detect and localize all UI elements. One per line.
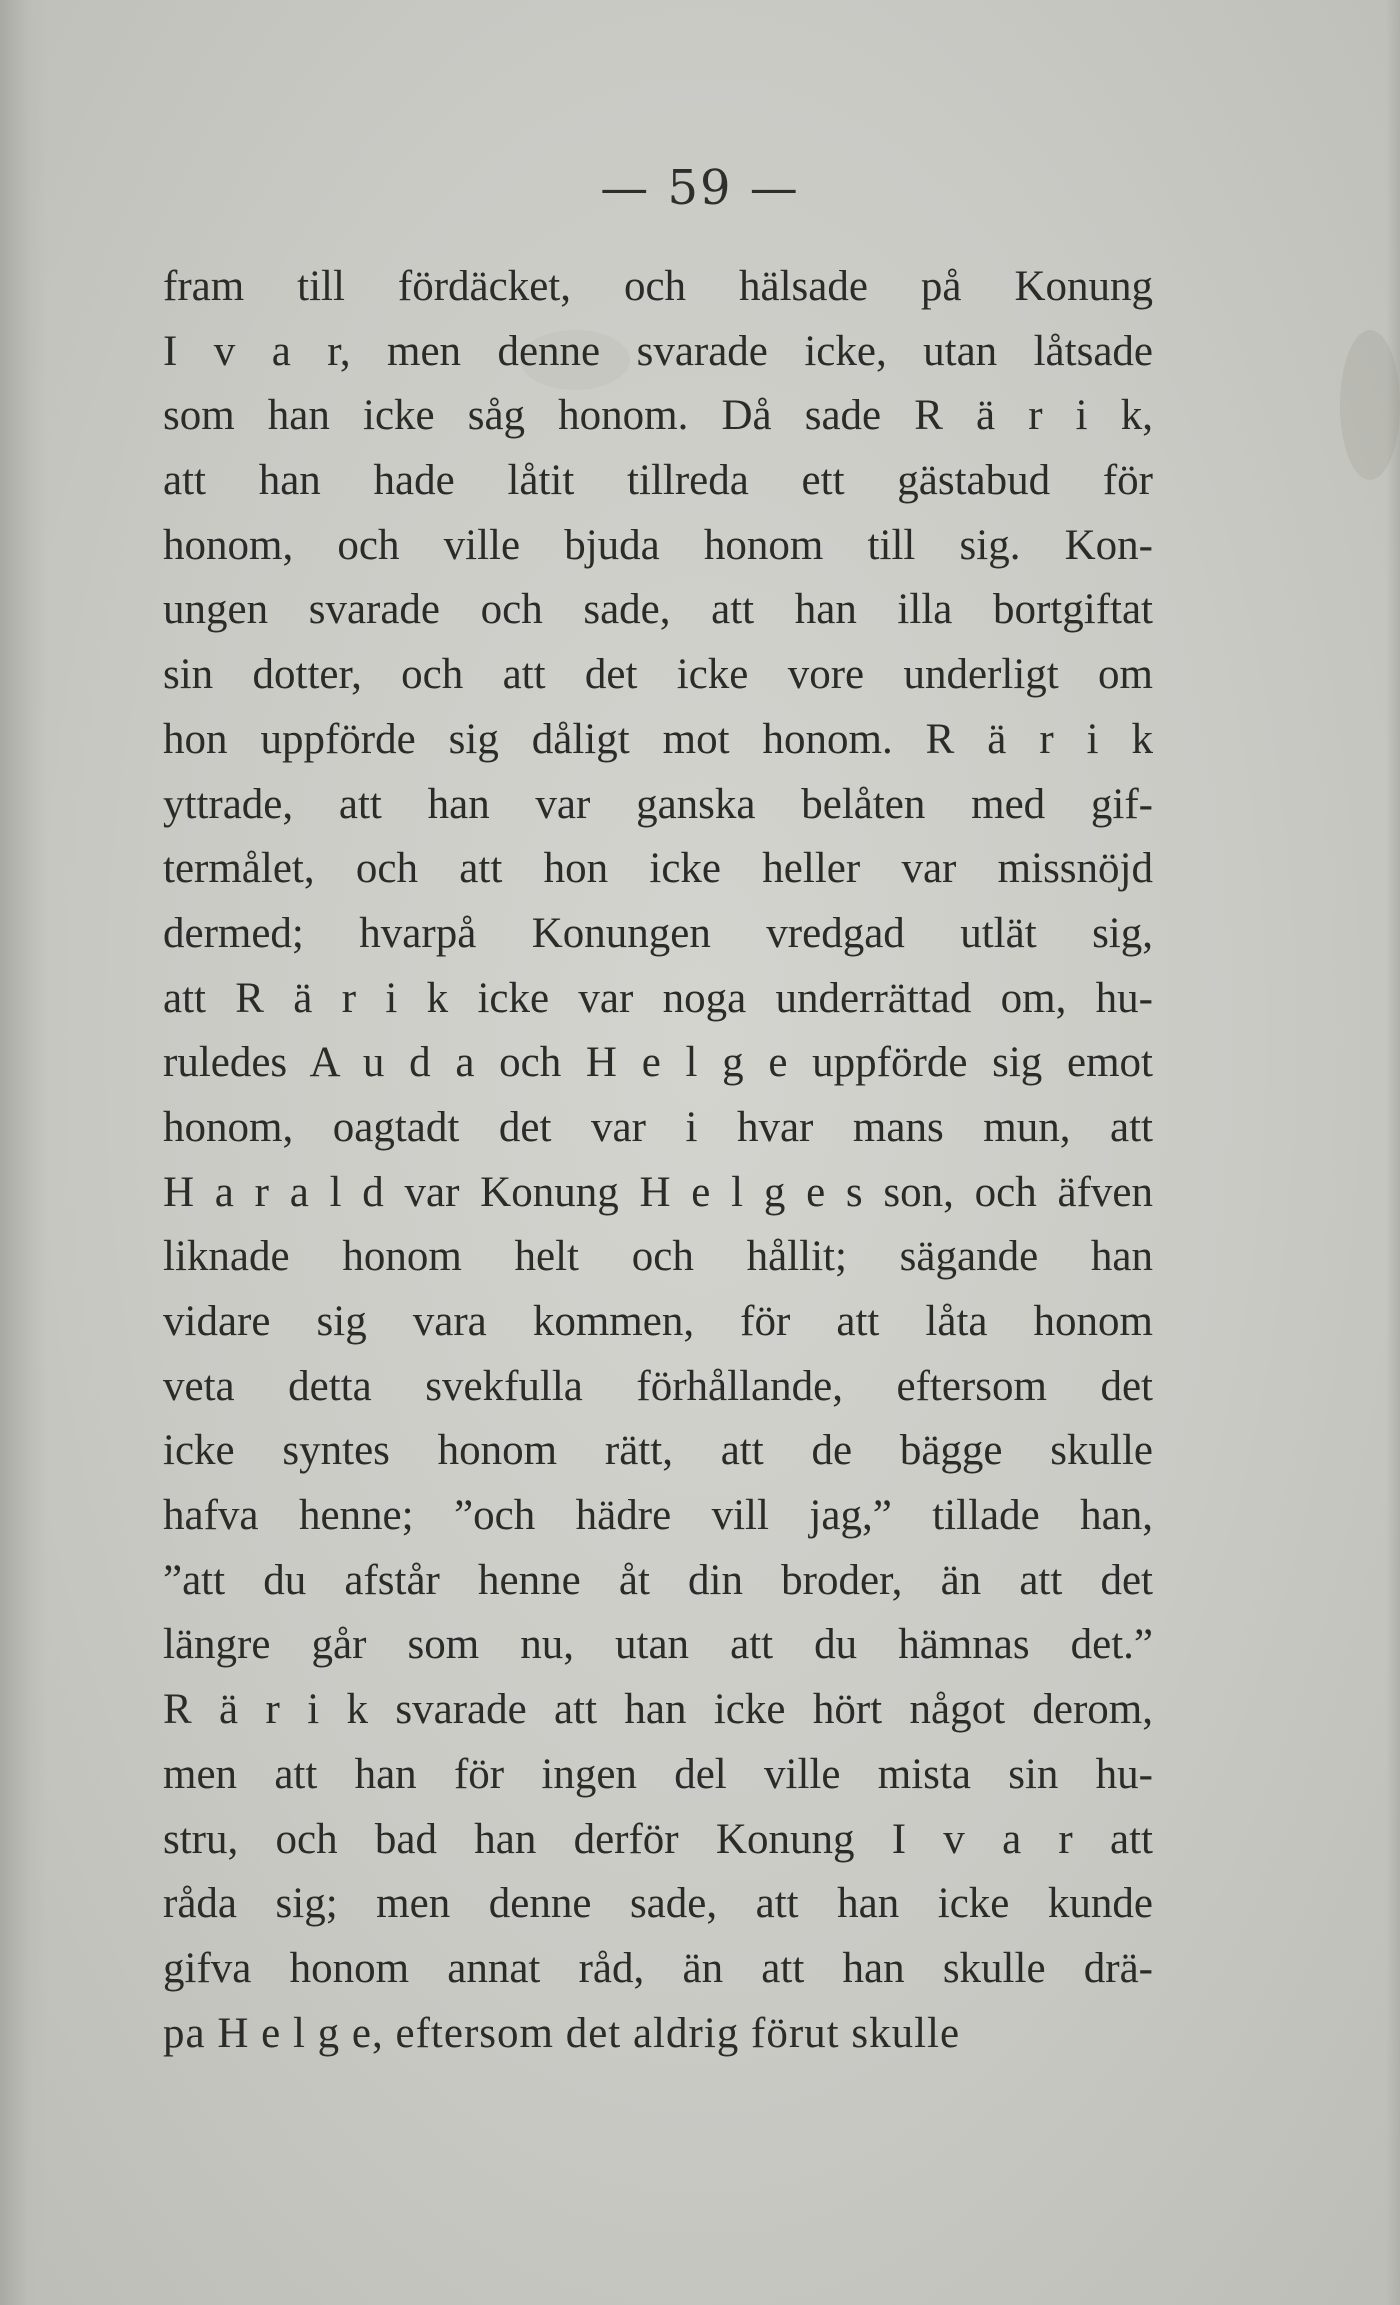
text-line: ungen svarade och sade, att han illa bortgiftat [163,586,1153,634]
text-line: som han icke såg honom. Då sade R ä r i k, [163,392,1153,440]
text-line: att han hade låtit tillreda ett gästabud för [163,457,1153,505]
paper-stain [1340,330,1400,480]
text-line: fram till fördäcket, och hälsade på Konung [163,263,1153,310]
page-gutter-shadow [0,0,48,2305]
text-line: hon uppförde sig dåligt mot honom. R ä r i k [163,715,1153,763]
text-line: honom, oagtadt det var i hvar mans mun, att [163,1103,1153,1151]
text-line: vidare sig vara kommen, för att låta honom [163,1298,1153,1345]
text-line: H a r a l d var Konung H e l g e s son, och äfven [163,1168,1153,1216]
text-line: I v a r, men denne svarade icke, utan låtsade [163,327,1153,375]
body-text [163,255,1153,2066]
text-line: icke syntes honom rätt, att de bägge skulle [163,1427,1153,1475]
text-line: gifva honom annat råd, än att han skulle drä- [163,1944,1153,1992]
text-line: liknade honom helt och hållit; sägande han [163,1233,1153,1281]
text-line: R ä r i k svarade att han icke hört något derom, [163,1686,1153,1734]
text-line: råda sig; men denne sade, att han icke kunde [163,1880,1153,1928]
text-line: pa H e l g e, eftersom det aldrig förut skulle [163,2009,961,2057]
page-number: — 59 — [600,160,800,216]
text-line: veta detta svekfulla förhållande, eftersom det [163,1362,1153,1410]
text-line: termålet, och att hon icke heller var missnöjd [163,845,1153,893]
text-line: men att han för ingen del ville mista sin hu- [163,1750,1153,1798]
text-line: stru, och bad han derför Konung I v a r att [163,1815,1153,1863]
text-line: yttrade, att han var ganska belåten med gif- [163,780,1153,828]
text-line: hafva henne; ”och hädre vill jag,” tillade han, [163,1492,1153,1540]
text-line: dermed; hvarpå Konungen vredgad utlät sig, [163,909,1153,957]
text-line: honom, och ville bjuda honom till sig. Kon- [163,521,1153,569]
text-line: ”att du afstår henne åt din broder, än att det [163,1556,1153,1604]
text-line: ruledes A u d a och H e l g e uppförde sig emot [163,1039,1153,1087]
text-line: att R ä r i k icke var noga underrättad om, hu- [163,974,1153,1022]
text-line: sin dotter, och att det icke vore underligt om [163,651,1153,699]
text-line: längre går som nu, utan att du hämnas det.” [163,1621,1153,1669]
